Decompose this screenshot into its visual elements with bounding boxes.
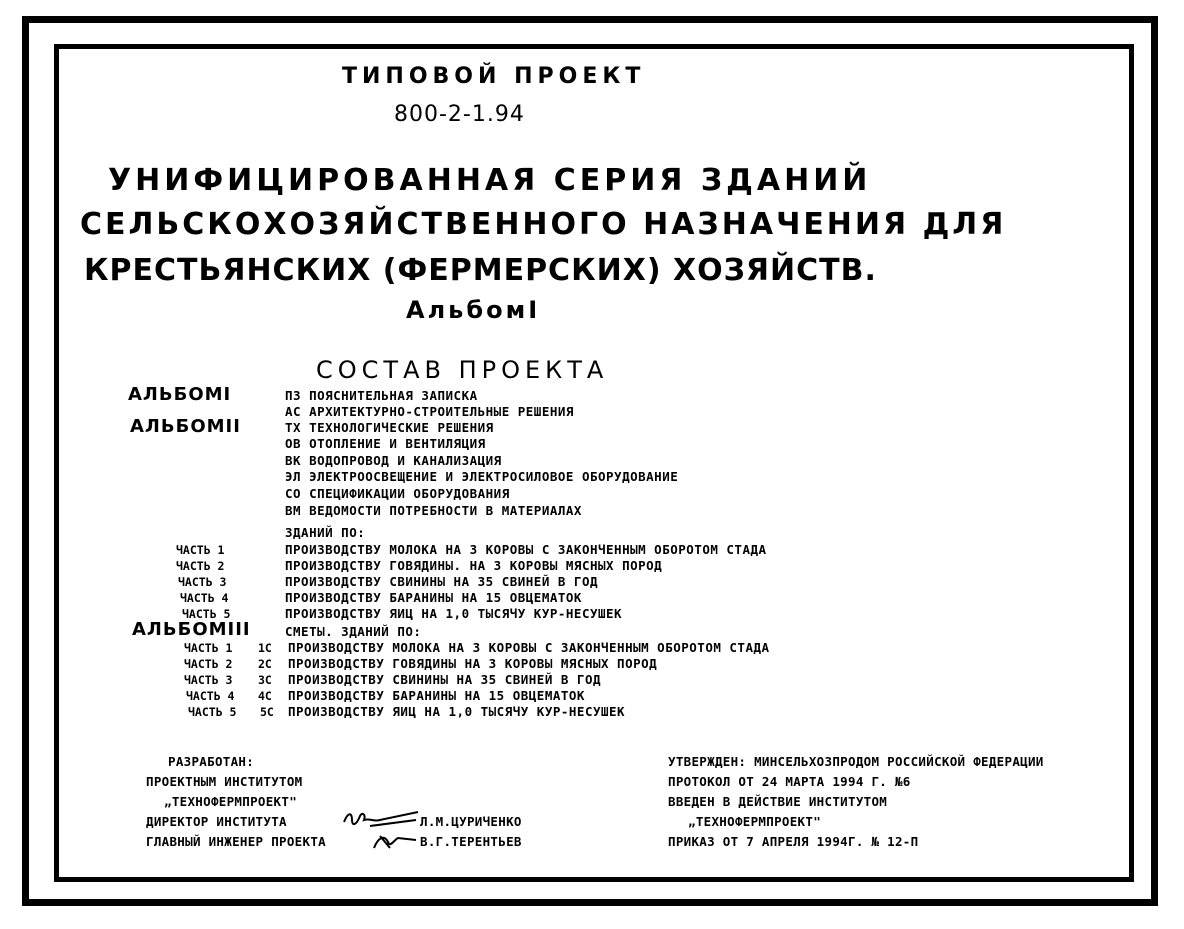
estimate-part-code: 4С [258, 689, 272, 703]
part-text: ПРОИЗВОДСТВУ ЯИЦ НА 1,0 ТЫСЯЧУ КУР-НЕСУШЕК [285, 606, 623, 621]
section-line: АС АРХИТЕКТУРНО-СТРОИТЕЛЬНЫЕ РЕШЕНИЯ [285, 404, 574, 419]
estimates-header: СМЕТЫ. ЗДАНИЙ ПО: [285, 624, 422, 639]
estimate-part-text: ПРОИЗВОДСТВУ МОЛОКА НА 3 КОРОВЫ С ЗАКОНЧЕННЫМ ОБОРОТОМ СТАДА [288, 640, 770, 655]
estimate-part-code: 5С [260, 705, 274, 719]
buildings-header: ЗДАНИЙ ПО: [285, 525, 366, 540]
director-name: Л.М.ЦУРИЧЕНКО [420, 814, 522, 829]
estimate-part-text: ПРОИЗВОДСТВУ ГОВЯДИНЫ НА 3 КОРОВЫ МЯСНЫХ ПОРОД [288, 656, 658, 671]
estimate-part-code: 3С [258, 673, 272, 687]
part-label: ЧАСТЬ 4 [180, 591, 229, 605]
director-signature [340, 808, 420, 830]
title-line-2: СЕЛЬСКОХОЗЯЙСТВЕННОГО НАЗНАЧЕНИЯ ДЛЯ [80, 207, 1007, 242]
album-1-label: АЛЬБОМI [128, 384, 232, 405]
estimate-part-label: ЧАСТЬ 3 [184, 673, 233, 687]
estimate-part-code: 2С [258, 657, 272, 671]
section-line: ЭЛ ЭЛЕКТРООСВЕЩЕНИЕ И ЭЛЕКТРОСИЛОВОЕ ОБОРУДОВАНИЕ [285, 469, 679, 484]
section-line: СО СПЕЦИФИКАЦИИ ОБОРУДОВАНИЯ [285, 486, 510, 501]
part-text: ПРОИЗВОДСТВУ МОЛОКА НА 3 КОРОВЫ С ЗАКОНЧЕННЫМ ОБОРОТОМ СТАДА [285, 542, 767, 557]
title-line-3: КРЕСТЬЯНСКИХ (ФЕРМЕРСКИХ) ХОЗЯЙСТВ. [84, 253, 877, 288]
project-type: ТИПОВОЙ ПРОЕКТ [342, 64, 646, 89]
album-3-label: АЛЬБОМIII [132, 619, 251, 640]
section-line: ВМ ВЕДОМОСТИ ПОТРЕБНОСТИ В МАТЕРИАЛАХ [285, 503, 582, 518]
part-label: ЧАСТЬ 1 [176, 543, 225, 557]
section-line: ОВ ОТОПЛЕНИЕ И ВЕНТИЛЯЦИЯ [285, 436, 486, 451]
part-label: ЧАСТЬ 3 [178, 575, 227, 589]
album-2-label: АЛЬБОМII [130, 416, 241, 437]
section-line: ПЗ ПОЯСНИТЕЛЬНАЯ ЗАПИСКА [285, 388, 478, 403]
estimate-part-text: ПРОИЗВОДСТВУ СВИНИНЫ НА 35 СВИНЕЙ В ГОД [288, 672, 601, 687]
engineer-label: ГЛАВНЫЙ ИНЖЕНЕР ПРОЕКТА [146, 834, 326, 849]
estimate-part-text: ПРОИЗВОДСТВУ ЯИЦ НА 1,0 ТЫСЯЧУ КУР-НЕСУШЕК [288, 704, 626, 719]
part-label: ЧАСТЬ 5 [182, 607, 231, 621]
developed-label: РАЗРАБОТАН: [168, 754, 255, 769]
part-text: ПРОИЗВОДСТВУ БАРАНИНЫ НА 15 ОВЦЕМАТОК [285, 590, 582, 605]
estimate-part-label: ЧАСТЬ 2 [184, 657, 233, 671]
approved-by: УТВЕРЖДЕН: МИНСЕЛЬХОЗПРОДОМ РОССИЙСКОЙ ФЕДЕРАЦИИ [668, 754, 1044, 769]
developed-institute: ПРОЕКТНЫМ ИНСТИТУТОМ [146, 774, 303, 789]
section-line: ВК ВОДОПРОВОД И КАНАЛИЗАЦИЯ [285, 453, 502, 468]
estimate-part-label: ЧАСТЬ 4 [186, 689, 235, 703]
estimate-part-label: ЧАСТЬ 5 [188, 705, 237, 719]
section-line: ТХ ТЕХНОЛОГИЧЕСКИЕ РЕШЕНИЯ [285, 420, 494, 435]
title-line-1: УНИФИЦИРОВАННАЯ СЕРИЯ ЗДАНИЙ [108, 163, 872, 198]
approved-protocol: ПРОТОКОЛ ОТ 24 МАРТА 1994 Г. №6 [668, 774, 911, 789]
part-text: ПРОИЗВОДСТВУ СВИНИНЫ НА 35 СВИНЕЙ В ГОД [285, 574, 598, 589]
approved-order: ПРИКАЗ ОТ 7 АПРЕЛЯ 1994Г. № 12-П [668, 834, 919, 849]
project-number: 800-2-1.94 [394, 102, 525, 127]
part-label: ЧАСТЬ 2 [176, 559, 225, 573]
approved-org: „ТЕХНОФЕРМПРОЕКТ" [688, 814, 822, 829]
album-title: АльбомI [406, 296, 541, 324]
estimate-part-label: ЧАСТЬ 1 [184, 641, 233, 655]
director-label: ДИРЕКТОР ИНСТИТУТА [146, 814, 287, 829]
part-text: ПРОИЗВОДСТВУ ГОВЯДИНЫ. НА 3 КОРОВЫ МЯСНЫХ ПОРОД [285, 558, 663, 573]
composition-heading: СОСТАВ ПРОЕКТА [316, 356, 609, 384]
engineer-signature [370, 830, 420, 852]
engineer-name: В.Г.ТЕРЕНТЬЕВ [420, 834, 522, 849]
estimate-part-code: 1С [258, 641, 272, 655]
developed-org: „ТЕХНОФЕРМПРОЕКТ" [164, 794, 298, 809]
estimate-part-text: ПРОИЗВОДСТВУ БАРАНИНЫ НА 15 ОВЦЕМАТОК [288, 688, 585, 703]
approved-enacted: ВВЕДЕН В ДЕЙСТВИЕ ИНСТИТУТОМ [668, 794, 888, 809]
